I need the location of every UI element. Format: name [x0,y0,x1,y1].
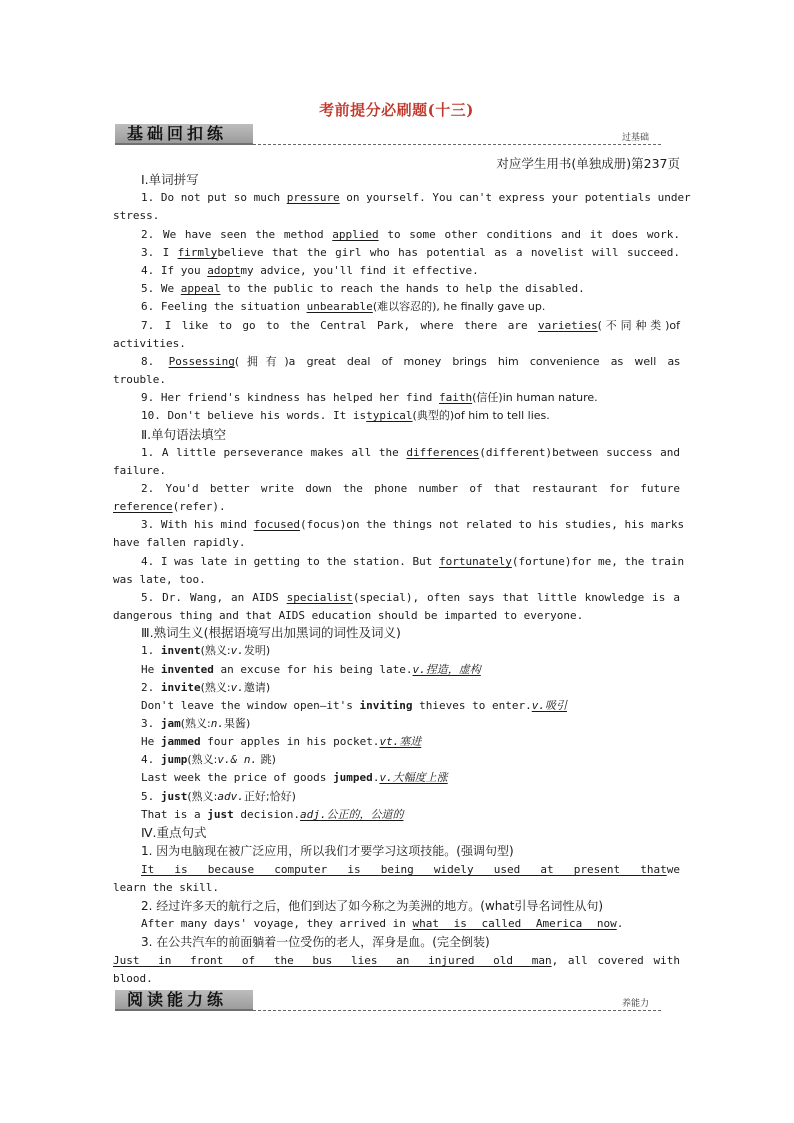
question-line: 10. Don't believe his words. It istypical(典型的)of him to tell lies. [141,409,550,422]
banner-label: 阅读能力练 [127,990,228,1009]
word-entry: 3. jam(熟义:n.果酱) [141,717,251,730]
question-line: 2. We have seen the method applied to some other conditions and it does work. [141,228,680,241]
question-line: 1. Do not put so much pressure on yourself. You can't express your potentials under [141,191,691,204]
question-line: stress. [113,209,160,222]
question-line: 9. Her friend's kindness has helped her find faith(信任)in human nature. [141,391,598,404]
answer: varieties [538,319,598,332]
example-sentence: Last week the price of goods jumped.v.大幅度上涨 [141,771,448,784]
answer: v.捏造，虚构 [412,663,481,676]
answer: v.吸引 [531,699,567,712]
question-line: 2. 经过许多天的航行之后，他们到达了如今称之为美洲的地方。(what引导名词性从句) [141,899,604,913]
section-banner-basics [113,124,661,145]
question-line: learn the skill. [113,881,219,894]
question-line: 6. Feeling the situation unbearable(难以容忍的), he finally gave up. [141,300,546,313]
section-banner-reading [113,990,661,1011]
answer: It is because computer is being widely used at present that [141,863,667,876]
answer: pressure [286,191,340,204]
answer: what is called America now [412,917,617,930]
answer: unbearable [306,300,373,313]
answer: v.大幅度上涨 [379,771,448,784]
question-line: 7. I like to go to the Central Park, where there are varieties(不同种类)of [141,319,681,332]
question-line: 4. I was late in getting to the station. But fortunately(fortune)for me, the train [141,555,685,568]
question-line: blood. [113,972,153,985]
workbook-reference: 对应学生用书(单独成册)第237页 [496,156,680,171]
question-line: 1. 因为电脑现在被广泛应用，所以我们才要学习这项技能。(强调句型) [141,844,514,858]
banner-right-label: 过基础 [621,133,649,143]
question-line: 8. Possessing(拥有)a great deal of money brings him convenience as well as [141,355,680,368]
word-entry: 5. just(熟义:adv.正好;恰好) [141,790,296,803]
answer: firmly [177,246,218,259]
question-line: 3. I firmlybelieve that the girl who has potential as a novelist will succeed. [141,246,680,259]
answer: adj.公正的，公道的 [299,808,404,821]
question-line: reference(refer). [113,500,226,513]
word-entry: 2. invite(熟义:v.邀请) [141,681,271,694]
question-line: failure. [113,464,166,477]
question-line: trouble. [113,373,166,386]
answer: Possessing [168,355,235,368]
section-heading: Ⅱ.单句语法填空 [141,427,227,442]
question-line: was late, too. [113,573,206,586]
answer: fortunately [439,555,512,568]
question-line: 4. If you adoptmy advice, you'll find it effective. [141,264,479,277]
answer: faith [439,391,473,404]
banner-tag [115,990,253,1011]
banner-dashed-line [253,144,661,145]
example-sentence: He jammed four apples in his pocket.vt.塞进 [141,735,422,748]
answer: typical [366,409,413,422]
question-line: have fallen rapidly. [113,536,246,549]
question-line: Just in front of the bus lies an injured old man, all covered with [113,954,680,967]
answer: Just in front of the bus lies an injured old man [113,954,552,967]
question-line: 2. You'd better write down the phone number of that restaurant for future [141,482,680,495]
question-line: After many days' voyage, they arrived in what is called America now. [141,917,624,930]
banner-dashed-line [253,1010,661,1011]
answer: differences [406,446,480,459]
question-line: 5. We appeal to the public to reach the hands to help the disabled. [141,282,585,295]
section-heading: Ⅳ.重点句式 [141,825,207,840]
answer: specialist [286,591,353,604]
question-line: It is because computer is being widely used at present thatwe [141,863,680,876]
page-title: 考前提分必刷题(十三) [319,101,474,119]
banner-tag [115,124,253,145]
answer: focused [253,518,300,531]
answer: adopt [207,264,241,277]
section-heading: Ⅰ.单词拼写 [141,172,199,187]
question-line: 3. 在公共汽车的前面躺着一位受伤的老人，浑身是血。(完全倒装) [141,935,490,949]
example-sentence: He invented an excuse for his being late.v.捏造，虚构 [141,663,481,676]
section-heading: Ⅲ.熟词生义(根据语境写出加黑词的词性及词义) [141,625,401,640]
question-line: activities. [113,337,186,350]
word-entry: 1. invent(熟义:v.发明) [141,644,271,657]
example-sentence: Don't leave the window open—it's inviting thieves to enter.v.吸引 [141,699,567,712]
question-line: 5. Dr. Wang, an AIDS specialist(special), often says that little knowledge is a [141,591,680,604]
answer: vt.塞进 [379,735,422,748]
question-line: 1. A little perseverance makes all the differences(different)between success and [141,446,680,459]
example-sentence: That is a just decision.adj.公正的，公道的 [141,808,404,821]
banner-right-label: 养能力 [621,999,649,1009]
question-line: 3. With his mind focused(focus)on the things not related to his studies, his marks [141,518,685,531]
word-entry: 4. jump(熟义:v.& n. 跳) [141,753,276,766]
question-line: dangerous thing and that AIDS education should be imparted to everyone. [113,609,584,622]
answer: appeal [180,282,221,295]
answer: applied [332,228,379,241]
answer: reference [113,500,173,513]
banner-label: 基础回扣练 [127,124,228,143]
